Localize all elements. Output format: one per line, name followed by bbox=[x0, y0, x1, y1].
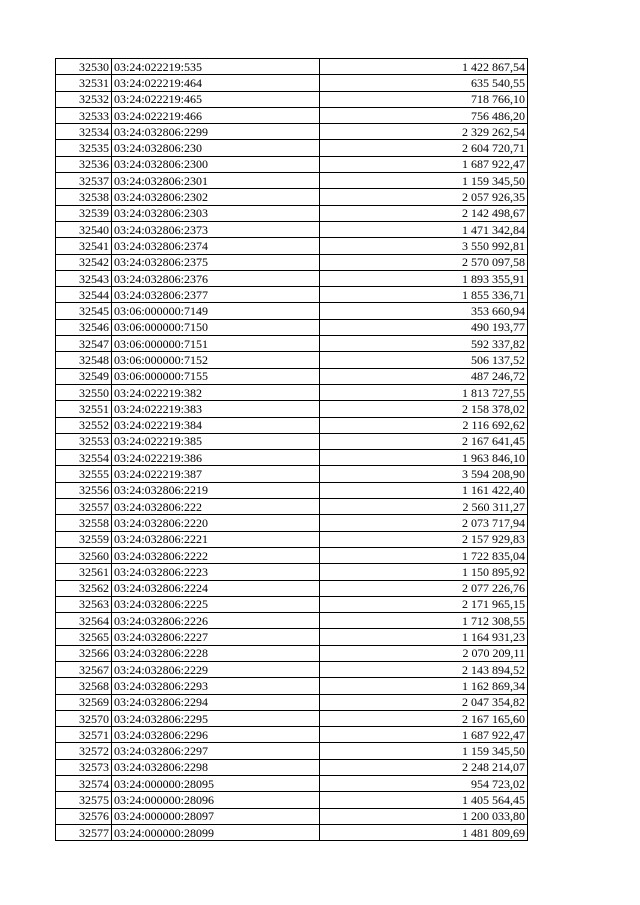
cadastral-value-cell: 1 963 846,10 bbox=[320, 450, 528, 466]
row-number-cell: 32574 bbox=[56, 776, 112, 792]
cadastral-number-cell: 03:24:032806:2220 bbox=[112, 515, 320, 531]
row-number-cell: 32530 bbox=[56, 59, 112, 75]
row-number-cell: 32566 bbox=[56, 645, 112, 661]
cadastral-value-cell: 1 813 727,55 bbox=[320, 384, 528, 400]
cadastral-number-cell: 03:24:032806:2373 bbox=[112, 221, 320, 237]
cadastral-number-cell: 03:24:022219:384 bbox=[112, 417, 320, 433]
cadastral-number-cell: 03:24:032806:2219 bbox=[112, 482, 320, 498]
row-number-cell: 32562 bbox=[56, 580, 112, 596]
cadastral-value-cell: 954 723,02 bbox=[320, 776, 528, 792]
row-number-cell: 32541 bbox=[56, 238, 112, 254]
table-row bbox=[56, 661, 528, 677]
row-number-cell: 32549 bbox=[56, 368, 112, 384]
table-row bbox=[56, 466, 528, 482]
table-row bbox=[56, 743, 528, 759]
table-row bbox=[56, 808, 528, 824]
cadastral-value-cell: 2 047 354,82 bbox=[320, 694, 528, 710]
cadastral-number-cell: 03:24:032806:2301 bbox=[112, 173, 320, 189]
cadastral-value-cell: 1 855 336,71 bbox=[320, 287, 528, 303]
row-number-cell: 32568 bbox=[56, 678, 112, 694]
cadastral-value-cell: 592 337,82 bbox=[320, 336, 528, 352]
row-number-cell: 32552 bbox=[56, 417, 112, 433]
row-number-cell: 32547 bbox=[56, 336, 112, 352]
cadastral-value-cell: 1 200 033,80 bbox=[320, 808, 528, 824]
table-row bbox=[56, 238, 528, 254]
table-row bbox=[56, 140, 528, 156]
row-number-cell: 32536 bbox=[56, 156, 112, 172]
row-number-cell: 32543 bbox=[56, 270, 112, 286]
cadastral-value-cell: 635 540,55 bbox=[320, 75, 528, 91]
row-number-cell: 32572 bbox=[56, 743, 112, 759]
cadastral-value-cell: 1 164 931,23 bbox=[320, 629, 528, 645]
cadastral-number-cell: 03:24:000000:28099 bbox=[112, 824, 320, 840]
cadastral-number-cell: 03:24:032806:2375 bbox=[112, 254, 320, 270]
table-row bbox=[56, 450, 528, 466]
cadastral-value-cell: 2 158 378,02 bbox=[320, 401, 528, 417]
cadastral-value-cell: 2 604 720,71 bbox=[320, 140, 528, 156]
cadastral-number-cell: 03:24:032806:2221 bbox=[112, 531, 320, 547]
table-row bbox=[56, 645, 528, 661]
table-row bbox=[56, 189, 528, 205]
row-number-cell: 32570 bbox=[56, 710, 112, 726]
cadastral-value-cell: 506 137,52 bbox=[320, 352, 528, 368]
table-row bbox=[56, 629, 528, 645]
table-row bbox=[56, 776, 528, 792]
row-number-cell: 32577 bbox=[56, 824, 112, 840]
cadastral-value-cell: 756 486,20 bbox=[320, 107, 528, 123]
cadastral-number-cell: 03:24:032806:2376 bbox=[112, 270, 320, 286]
table-row bbox=[56, 205, 528, 221]
table-row bbox=[56, 303, 528, 319]
cadastral-number-cell: 03:24:022219:387 bbox=[112, 466, 320, 482]
cadastral-value-cell: 3 550 992,81 bbox=[320, 238, 528, 254]
cadastral-number-cell: 03:24:032806:2228 bbox=[112, 645, 320, 661]
table-row bbox=[56, 824, 528, 840]
cadastral-value-cell: 2 073 717,94 bbox=[320, 515, 528, 531]
cadastral-number-cell: 03:24:022219:466 bbox=[112, 107, 320, 123]
cadastral-value-cell: 1 893 355,91 bbox=[320, 270, 528, 286]
cadastral-number-cell: 03:24:032806:2299 bbox=[112, 124, 320, 140]
row-number-cell: 32531 bbox=[56, 75, 112, 91]
table-row bbox=[56, 515, 528, 531]
table-row bbox=[56, 613, 528, 629]
cadastral-value-cell: 2 116 692,62 bbox=[320, 417, 528, 433]
cadastral-number-cell: 03:24:032806:2295 bbox=[112, 710, 320, 726]
row-number-cell: 32533 bbox=[56, 107, 112, 123]
cadastral-number-cell: 03:24:022219:464 bbox=[112, 75, 320, 91]
table-row bbox=[56, 401, 528, 417]
cadastral-number-cell: 03:24:032806:2302 bbox=[112, 189, 320, 205]
cadastral-number-cell: 03:24:022219:383 bbox=[112, 401, 320, 417]
row-number-cell: 32571 bbox=[56, 727, 112, 743]
row-number-cell: 32544 bbox=[56, 287, 112, 303]
cadastral-value-cell: 2 329 262,54 bbox=[320, 124, 528, 140]
cadastral-value-cell: 1 159 345,50 bbox=[320, 173, 528, 189]
cadastral-number-cell: 03:24:032806:2293 bbox=[112, 678, 320, 694]
table-row bbox=[56, 727, 528, 743]
table-row bbox=[56, 287, 528, 303]
cadastral-number-cell: 03:24:022219:465 bbox=[112, 91, 320, 107]
cadastral-value-cell: 2 167 165,60 bbox=[320, 710, 528, 726]
table-row bbox=[56, 499, 528, 515]
table-row bbox=[56, 107, 528, 123]
cadastral-number-cell: 03:24:032806:2377 bbox=[112, 287, 320, 303]
cadastral-number-cell: 03:24:032806:2303 bbox=[112, 205, 320, 221]
row-number-cell: 32559 bbox=[56, 531, 112, 547]
cadastral-value-cell: 2 167 641,45 bbox=[320, 433, 528, 449]
cadastral-number-cell: 03:06:000000:7150 bbox=[112, 319, 320, 335]
cadastral-value-cell: 1 150 895,92 bbox=[320, 564, 528, 580]
cadastral-value-cell: 353 660,94 bbox=[320, 303, 528, 319]
table-row bbox=[56, 417, 528, 433]
row-number-cell: 32563 bbox=[56, 596, 112, 612]
cadastral-number-cell: 03:24:032806:2226 bbox=[112, 613, 320, 629]
cadastral-number-cell: 03:24:022219:382 bbox=[112, 384, 320, 400]
row-number-cell: 32567 bbox=[56, 661, 112, 677]
table-row bbox=[56, 270, 528, 286]
row-number-cell: 32575 bbox=[56, 792, 112, 808]
row-number-cell: 32548 bbox=[56, 352, 112, 368]
table-row bbox=[56, 678, 528, 694]
cadastral-number-cell: 03:24:032806:2374 bbox=[112, 238, 320, 254]
cadastral-value-cell: 1 471 342,84 bbox=[320, 221, 528, 237]
row-number-cell: 32539 bbox=[56, 205, 112, 221]
cadastral-value-cell: 2 143 894,52 bbox=[320, 661, 528, 677]
table-row bbox=[56, 596, 528, 612]
table-body bbox=[56, 59, 528, 841]
cadastral-value-cell: 1 405 564,45 bbox=[320, 792, 528, 808]
row-number-cell: 32545 bbox=[56, 303, 112, 319]
row-number-cell: 32550 bbox=[56, 384, 112, 400]
table-row bbox=[56, 384, 528, 400]
cadastral-value-cell: 1 687 922,47 bbox=[320, 156, 528, 172]
row-number-cell: 32557 bbox=[56, 499, 112, 515]
table-row bbox=[56, 368, 528, 384]
cadastral-number-cell: 03:06:000000:7152 bbox=[112, 352, 320, 368]
cadastral-value-cell: 1 161 422,40 bbox=[320, 482, 528, 498]
cadastral-number-cell: 03:24:032806:2223 bbox=[112, 564, 320, 580]
row-number-cell: 32561 bbox=[56, 564, 112, 580]
cadastral-value-cell: 2 070 209,11 bbox=[320, 645, 528, 661]
row-number-cell: 32560 bbox=[56, 547, 112, 563]
cadastral-number-cell: 03:24:000000:28096 bbox=[112, 792, 320, 808]
row-number-cell: 32534 bbox=[56, 124, 112, 140]
table-row bbox=[56, 352, 528, 368]
row-number-cell: 32569 bbox=[56, 694, 112, 710]
row-number-cell: 32576 bbox=[56, 808, 112, 824]
cadastral-number-cell: 03:24:032806:2294 bbox=[112, 694, 320, 710]
table-row bbox=[56, 580, 528, 596]
row-number-cell: 32542 bbox=[56, 254, 112, 270]
row-number-cell: 32554 bbox=[56, 450, 112, 466]
table-row bbox=[56, 433, 528, 449]
cadastral-value-cell: 2 077 226,76 bbox=[320, 580, 528, 596]
table-row bbox=[56, 124, 528, 140]
table-row bbox=[56, 75, 528, 91]
table-row bbox=[56, 531, 528, 547]
row-number-cell: 32532 bbox=[56, 91, 112, 107]
cadastral-value-cell: 3 594 208,90 bbox=[320, 466, 528, 482]
cadastral-value-cell: 487 246,72 bbox=[320, 368, 528, 384]
table-row bbox=[56, 173, 528, 189]
cadastral-value-cell: 1 687 922,47 bbox=[320, 727, 528, 743]
cadastral-value-cell: 1 162 869,34 bbox=[320, 678, 528, 694]
table-row bbox=[56, 547, 528, 563]
cadastral-number-cell: 03:24:032806:2227 bbox=[112, 629, 320, 645]
cadastral-number-cell: 03:24:032806:2224 bbox=[112, 580, 320, 596]
cadastral-value-cell: 718 766,10 bbox=[320, 91, 528, 107]
cadastral-value-cell: 2 560 311,27 bbox=[320, 499, 528, 515]
cadastral-number-cell: 03:24:000000:28097 bbox=[112, 808, 320, 824]
cadastral-number-cell: 03:24:022219:385 bbox=[112, 433, 320, 449]
table-row bbox=[56, 221, 528, 237]
cadastral-number-cell: 03:24:000000:28095 bbox=[112, 776, 320, 792]
cadastral-number-cell: 03:24:022219:386 bbox=[112, 450, 320, 466]
row-number-cell: 32538 bbox=[56, 189, 112, 205]
table-row bbox=[56, 710, 528, 726]
cadastral-value-cell: 1 722 835,04 bbox=[320, 547, 528, 563]
row-number-cell: 32553 bbox=[56, 433, 112, 449]
table-row bbox=[56, 694, 528, 710]
cadastral-number-cell: 03:24:032806:2297 bbox=[112, 743, 320, 759]
cadastral-value-cell: 2 570 097,58 bbox=[320, 254, 528, 270]
row-number-cell: 32573 bbox=[56, 759, 112, 775]
table-row bbox=[56, 759, 528, 775]
cadastral-value-cell: 2 248 214,07 bbox=[320, 759, 528, 775]
cadastral-number-cell: 03:06:000000:7155 bbox=[112, 368, 320, 384]
table-row bbox=[56, 319, 528, 335]
cadastral-number-cell: 03:06:000000:7149 bbox=[112, 303, 320, 319]
cadastral-value-cell: 2 171 965,15 bbox=[320, 596, 528, 612]
cadastral-number-cell: 03:24:032806:2225 bbox=[112, 596, 320, 612]
table-row bbox=[56, 336, 528, 352]
cadastral-number-cell: 03:06:000000:7151 bbox=[112, 336, 320, 352]
cadastral-value-cell: 1 712 308,55 bbox=[320, 613, 528, 629]
cadastral-number-cell: 03:24:032806:2222 bbox=[112, 547, 320, 563]
cadastral-number-cell: 03:24:032806:2229 bbox=[112, 661, 320, 677]
cadastral-value-cell: 2 142 498,67 bbox=[320, 205, 528, 221]
cadastral-number-cell: 03:24:032806:2296 bbox=[112, 727, 320, 743]
cadastral-value-cell: 1 422 867,54 bbox=[320, 59, 528, 75]
row-number-cell: 32555 bbox=[56, 466, 112, 482]
table-row bbox=[56, 482, 528, 498]
row-number-cell: 32537 bbox=[56, 173, 112, 189]
row-number-cell: 32551 bbox=[56, 401, 112, 417]
table-row bbox=[56, 564, 528, 580]
row-number-cell: 32546 bbox=[56, 319, 112, 335]
row-number-cell: 32556 bbox=[56, 482, 112, 498]
row-number-cell: 32540 bbox=[56, 221, 112, 237]
cadastral-number-cell: 03:24:022219:535 bbox=[112, 59, 320, 75]
row-number-cell: 32535 bbox=[56, 140, 112, 156]
cadastral-number-cell: 03:24:032806:2298 bbox=[112, 759, 320, 775]
cadastral-value-cell: 490 193,77 bbox=[320, 319, 528, 335]
cadastral-number-cell: 03:24:032806:222 bbox=[112, 499, 320, 515]
cadastral-value-cell: 2 157 929,83 bbox=[320, 531, 528, 547]
cadastral-value-cell: 1 481 809,69 bbox=[320, 824, 528, 840]
table-row bbox=[56, 156, 528, 172]
cadastral-number-cell: 03:24:032806:2300 bbox=[112, 156, 320, 172]
row-number-cell: 32564 bbox=[56, 613, 112, 629]
row-number-cell: 32565 bbox=[56, 629, 112, 645]
cadastral-value-cell: 2 057 926,35 bbox=[320, 189, 528, 205]
table-row bbox=[56, 792, 528, 808]
table-row bbox=[56, 59, 528, 75]
table-row bbox=[56, 91, 528, 107]
cadastral-value-cell: 1 159 345,50 bbox=[320, 743, 528, 759]
cadastral-number-cell: 03:24:032806:230 bbox=[112, 140, 320, 156]
cadastral-value-table bbox=[55, 58, 528, 841]
row-number-cell: 32558 bbox=[56, 515, 112, 531]
table-row bbox=[56, 254, 528, 270]
